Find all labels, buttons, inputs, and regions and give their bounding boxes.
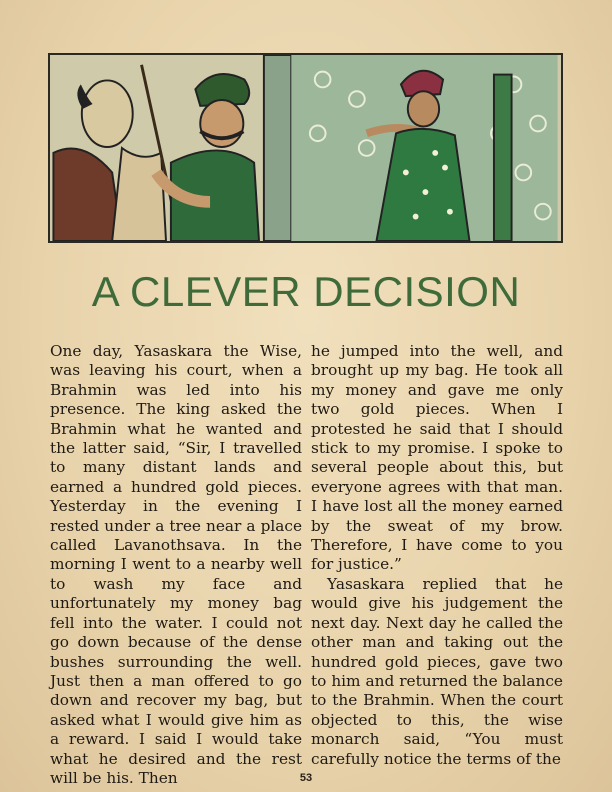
text-column-right (311, 342, 563, 769)
illustration-drawing (50, 55, 561, 241)
story-title: A CLEVER DECISION (91, 268, 521, 315)
paragraph: Yasaskara replied that he would give his judgement the next day. Next day he called the other man and taking out the hundred gold pieces, gave two to him and returned the balance to the Brahmin. When the court objected to this, the wise monarch said, “You must carefully notice the terms of the (311, 574, 563, 768)
pillar (494, 75, 512, 241)
panel-divider (264, 55, 291, 241)
page-number: 53 (299, 772, 313, 784)
paragraph: One day, Yasaskara the Wise, was leaving his court, when a Brahmin was led into his presence. The king asked the Brahmin what he wanted and the latter said, “Sir, I travelled to many distant lands and earned a hundred gold pieces. Yesterday in the evening I rested under a tree near a place called Lavanothsava. In the morning I went to a nearby well to wash my face and unfortunately my money bag fell into the water. I could not go down because of the dense bushes surrounding the well. Just then a man offered to go down and recover my bag, but asked what I would give him as a reward. I said I would take what he desired and the rest will be his. Then (50, 342, 302, 787)
story-illustration (48, 53, 563, 243)
paragraph: he jumped into the well, and brought up my bag. He took all my money and gave me only two gold pieces. When I protested he said that I should stick to my promise. I spoke to several people about this, but everyone agrees with that man. I have lost all the money earned by the sweat of my brow. Therefore, I have come to you for justice.” (311, 342, 563, 574)
text-column-left (50, 342, 302, 788)
